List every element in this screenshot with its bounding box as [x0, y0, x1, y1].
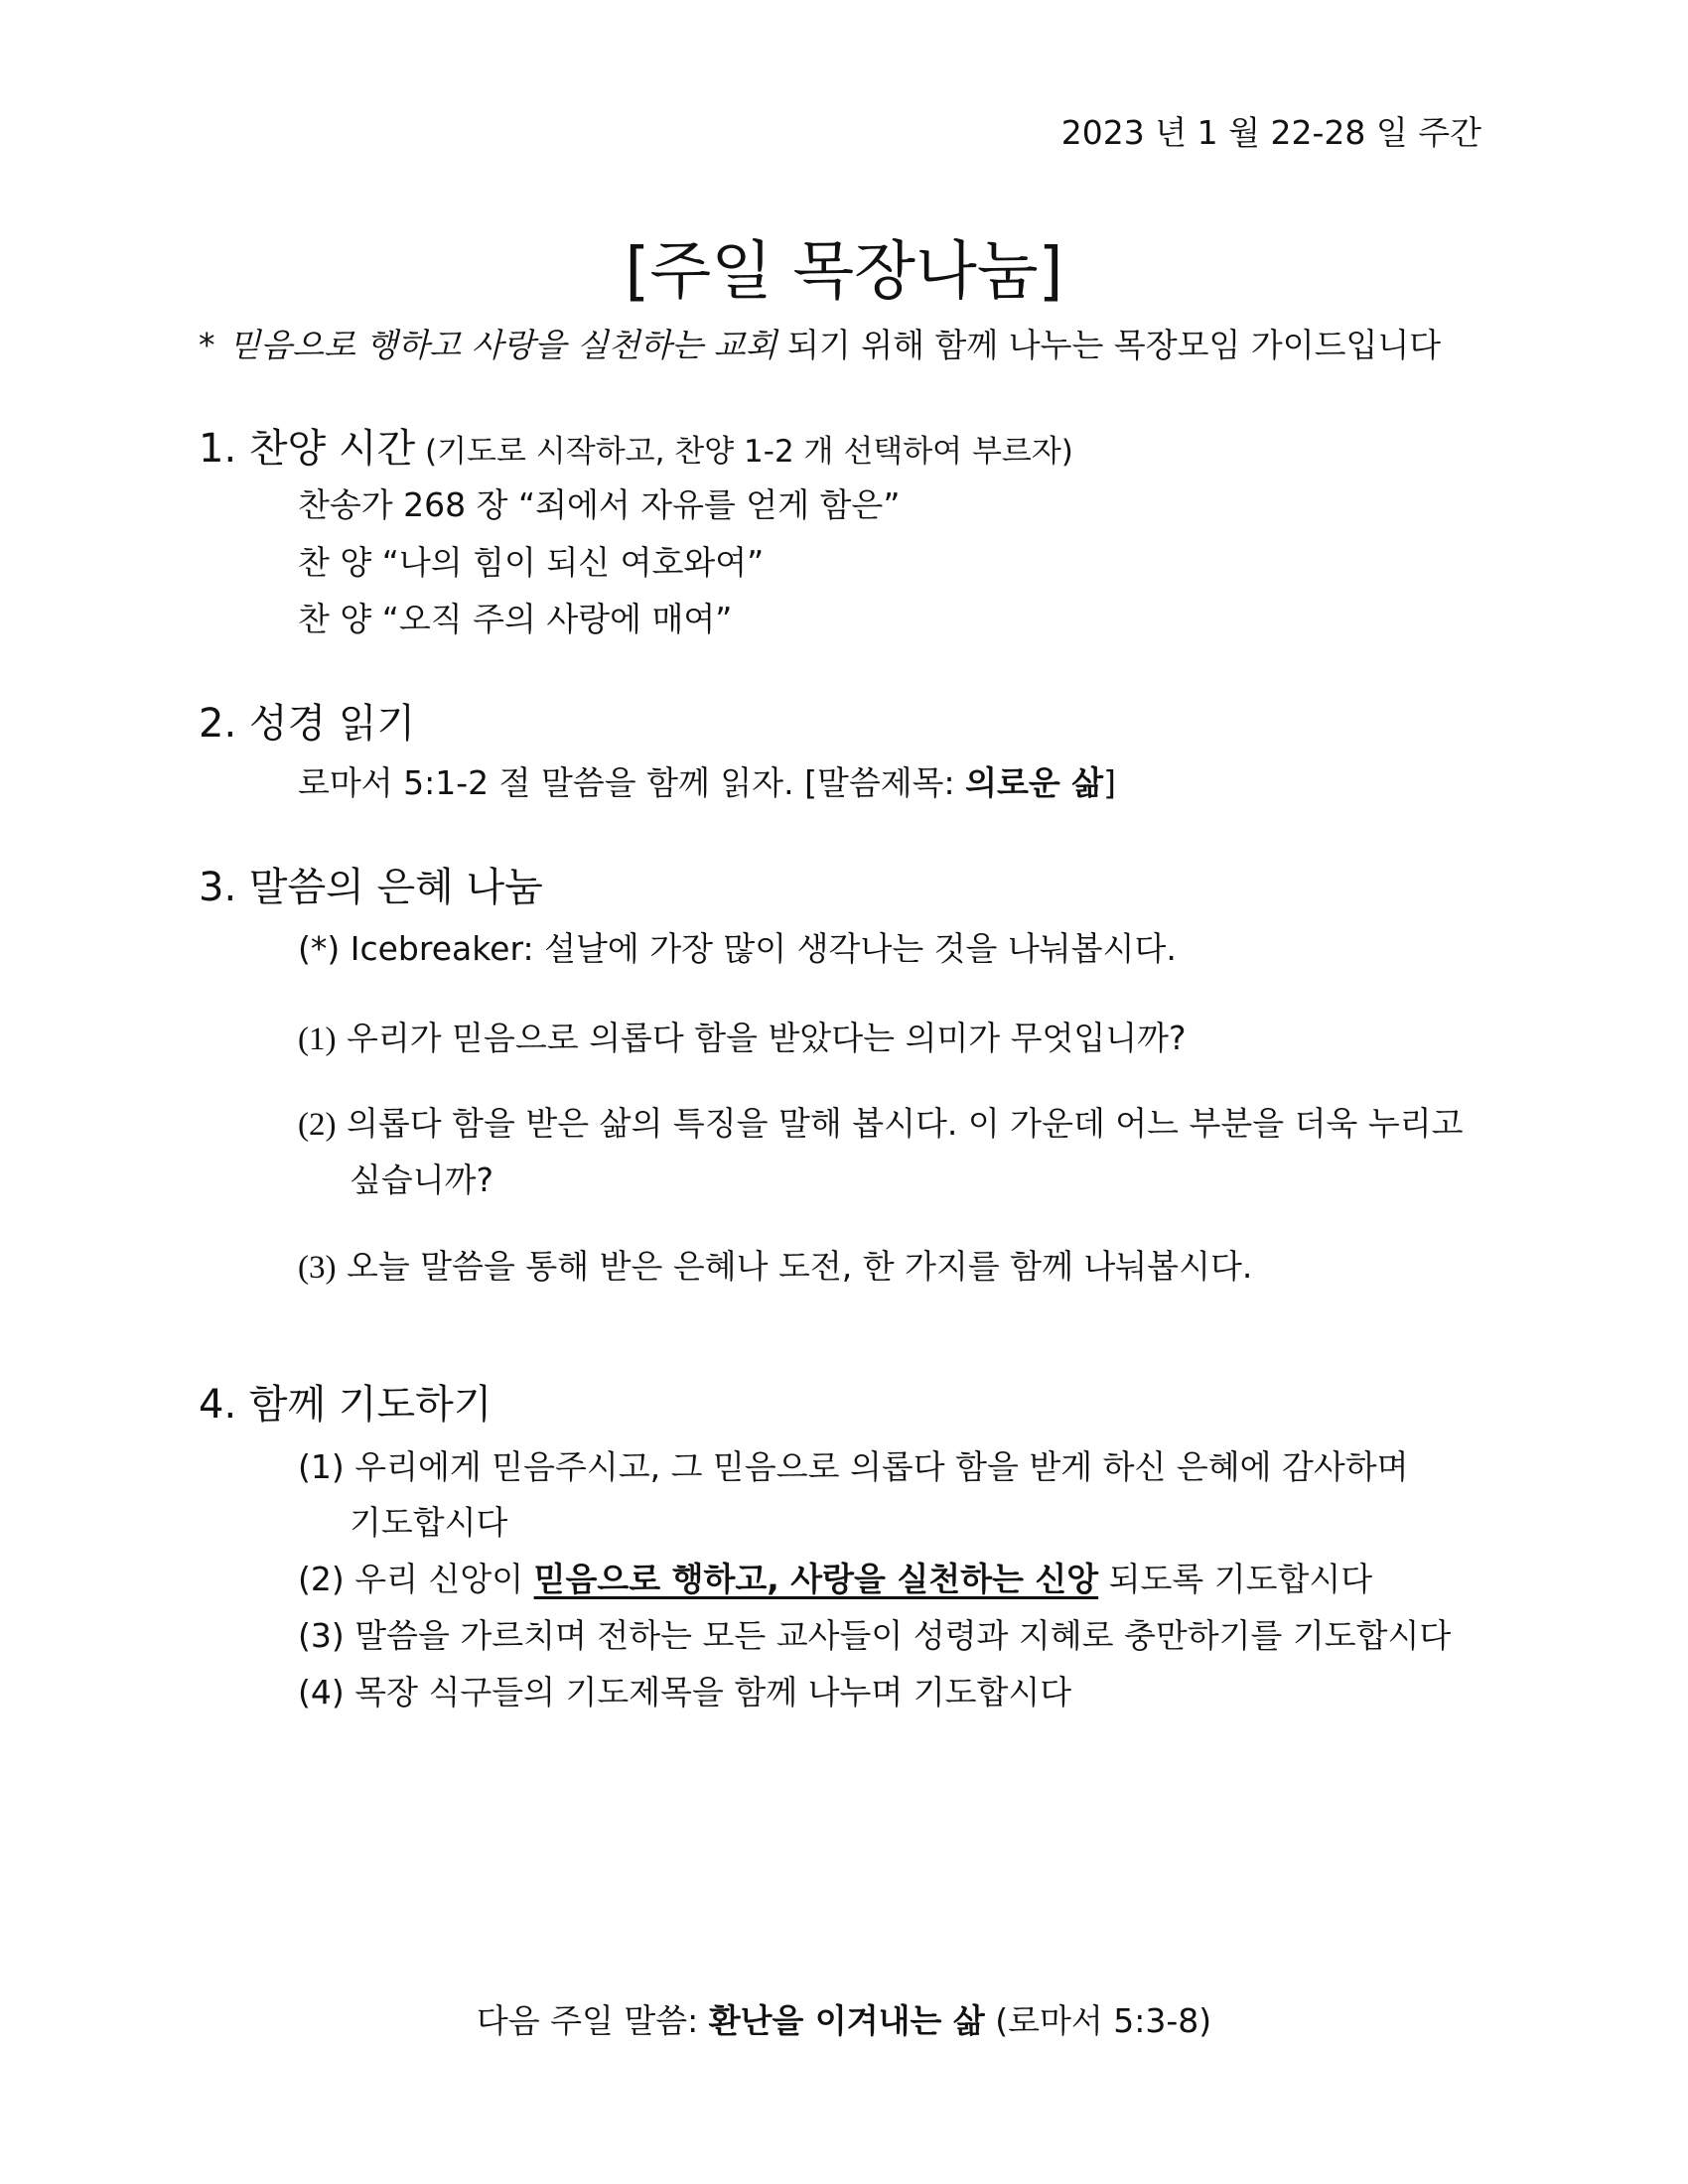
icebreaker: (*) Icebreaker: 설날에 가장 많이 생각나는 것을 나눠봅시다.	[298, 929, 1177, 968]
question-2-text: 의롭다 함을 받은 삶의 특징을 말해 봅시다. 이 가운데 어느 부분을 더욱 누리고	[336, 1104, 1464, 1143]
next-week-sermon	[0, 1995, 1688, 2042]
reading-text: 로마서 5:1-2 절 말씀을 함께 읽자. [말씀제목:	[298, 763, 966, 802]
reading-end: ]	[1103, 763, 1116, 802]
prayer-2-pre: (2) 우리 신앙이	[298, 1560, 534, 1598]
intro-line	[199, 320, 1441, 366]
question-1-text: 우리가 믿음으로 의롭다 함을 받았다는 의미가 무엇입니까?	[336, 1019, 1187, 1057]
song-1: 찬송가 268 장 “죄에서 자유를 얻게 함은”	[298, 485, 901, 524]
section1-title: 1. 찬양 시간	[199, 426, 416, 472]
question-3	[298, 1241, 1252, 1288]
question-1-number: (1)	[298, 1022, 337, 1057]
prayer-2	[298, 1554, 1372, 1600]
question-2-continued: 싶습니까?	[350, 1160, 494, 1199]
prayer-2-post: 되도록 기도합시다	[1098, 1560, 1373, 1598]
prayer-1-continued: 기도합시다	[350, 1503, 508, 1542]
question-3-text: 오늘 말씀을 통해 받은 은혜나 도전, 한 가지를 함께 나눠봅시다.	[336, 1247, 1253, 1286]
section4-heading: 4. 함께 기도하기	[199, 1382, 492, 1428]
prayer-4: (4) 목장 식구들의 기도제목을 함께 나누며 기도합시다	[298, 1673, 1072, 1711]
prayer-1: (1) 우리에게 믿음주시고, 그 믿음으로 의롭다 함을 받게 하신 은혜에 감사하며	[298, 1447, 1409, 1486]
bible-reading	[298, 757, 1116, 804]
intro-rest: 되기 위해 함께 나누는 목장모임 가이드입니다	[776, 326, 1442, 364]
prayer-3: (3) 말씀을 가르치며 전하는 모든 교사들이 성령과 지혜로 충만하기를 기도합시다	[298, 1616, 1452, 1655]
question-3-number: (3)	[298, 1250, 337, 1286]
week-date: 2023 년 1 월 22-28 일 주간	[1060, 113, 1481, 152]
question-2-number: (2)	[298, 1107, 337, 1143]
intro-star: *	[199, 326, 215, 364]
next-week-reference: (로마서 5:3-8)	[984, 2001, 1212, 2040]
song-3: 찬 양 “오직 주의 사랑에 매여”	[298, 600, 733, 638]
prayer-2-emphasis: 믿음으로 행하고, 사랑을 실천하는 신앙	[533, 1560, 1099, 1598]
next-week-title: 환난을 이겨내는 삶	[708, 2001, 985, 2040]
next-week-label: 다음 주일 말씀:	[476, 2001, 709, 2040]
song-2: 찬 양 “나의 힘이 되신 여호와여”	[298, 543, 765, 582]
section3-heading: 3. 말씀의 은혜 나눔	[199, 865, 543, 910]
sermon-title: 의로운 삶	[965, 763, 1104, 802]
question-1	[298, 1013, 1187, 1059]
section1-note: (기도로 시작하고, 찬양 1-2 개 선택하여 부르자)	[415, 434, 1073, 470]
page-title: [주일 목장나눔]	[625, 235, 1063, 309]
section2-heading: 2. 성경 읽기	[199, 701, 416, 747]
section1-heading	[199, 417, 1073, 474]
intro-church-motto: 믿음으로 행하고 사랑을 실천하는 교회	[228, 326, 777, 364]
question-2	[298, 1098, 1464, 1145]
